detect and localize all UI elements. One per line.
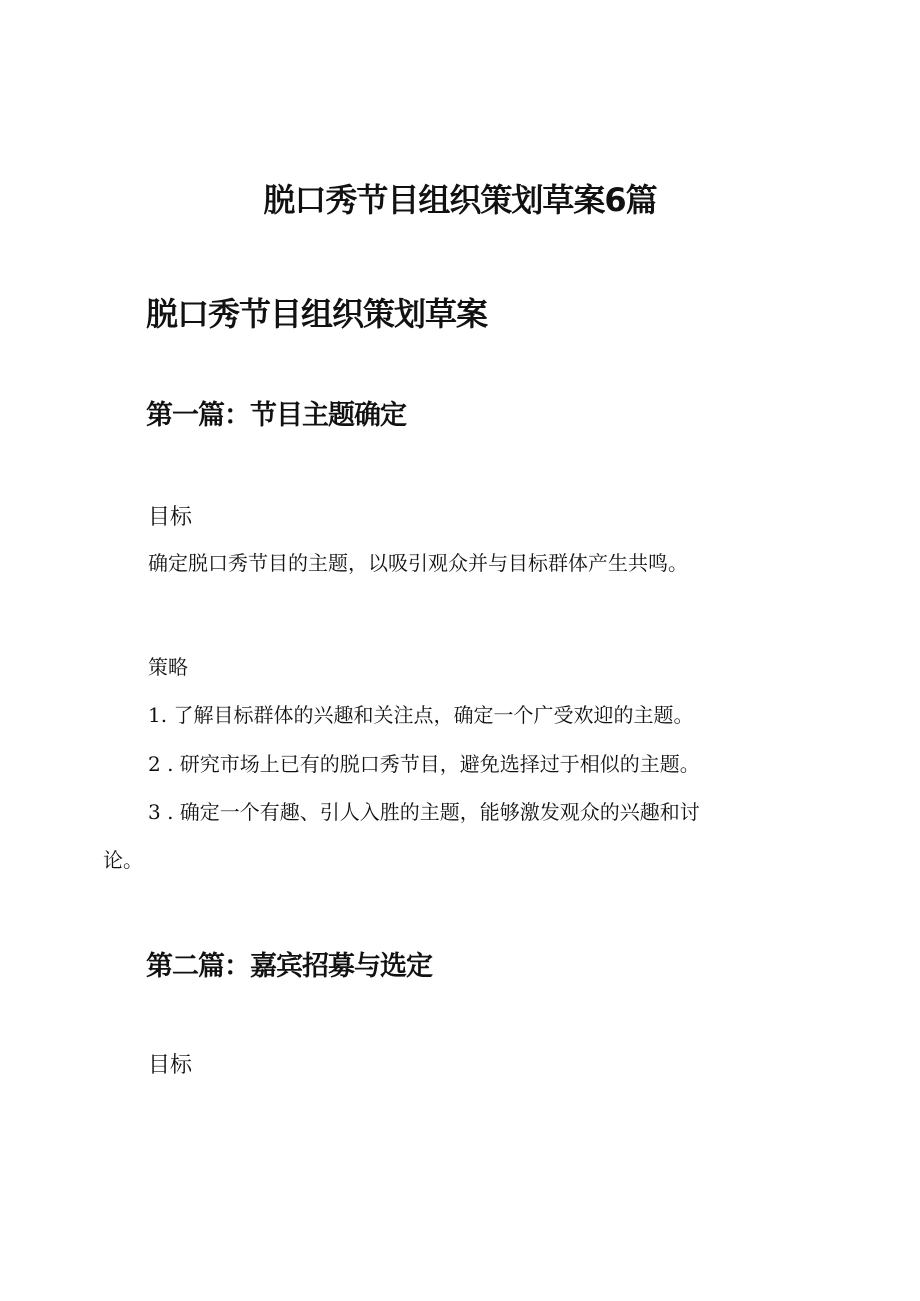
strategy-item-2: 2 . 研究市场上已有的脱口秀节目，避免选择过于相似的主题。: [148, 752, 700, 776]
section-heading-1: 第一篇：节目主题确定: [146, 400, 406, 431]
strategy-item-3: 3 . 确定一个有趣、引人入胜的主题，能够激发观众的兴趣和讨: [148, 800, 700, 824]
main-heading: 脱口秀节目组织策划草案: [146, 295, 488, 333]
section-1-goal-label: 目标: [148, 505, 193, 530]
strategy-item-3-continuation: 论。: [103, 848, 143, 872]
section-1-goal-text: 确定脱口秀节目的主题，以吸引观众并与目标群体产生共鸣。: [148, 551, 688, 575]
section-heading-2: 第二篇：嘉宾招募与选定: [146, 951, 432, 982]
section-1-strategy-label: 策略: [148, 655, 188, 679]
section-2-goal-label: 目标: [148, 1053, 193, 1078]
strategy-item-1: 1. 了解目标群体的兴趣和关注点，确定一个广受欢迎的主题。: [148, 703, 694, 727]
document-title: 脱口秀节目组织策划草案6篇: [263, 181, 657, 219]
